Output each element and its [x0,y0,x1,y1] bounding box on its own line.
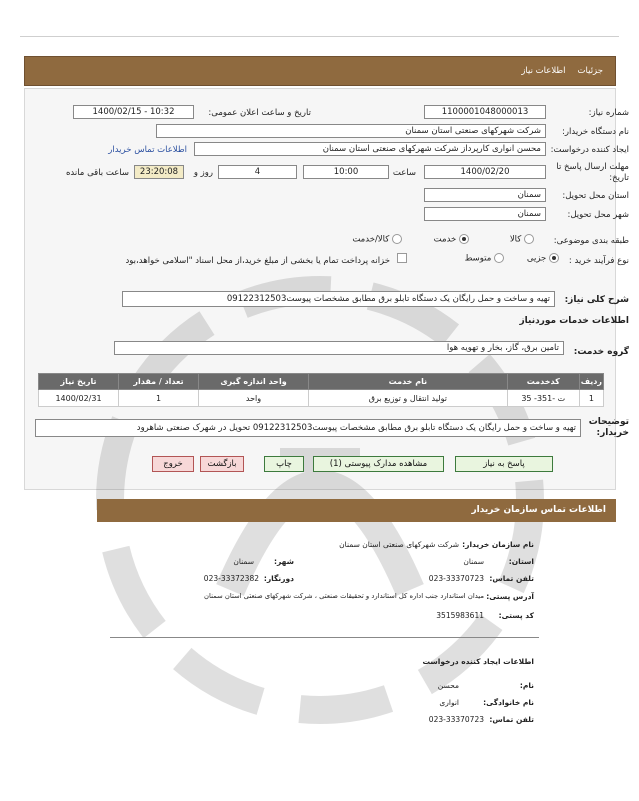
col-name: نام خدمت [309,374,508,390]
buyer-org-label: نام دستگاه خریدار: [562,127,629,137]
remaining-label: ساعت باقی مانده [65,168,129,178]
cell-date: 1400/02/31 [39,390,119,407]
city-label: شهر محل تحویل: [567,210,629,220]
requester-label: ایجاد کننده درخواست: [550,145,629,155]
creator-family-label: نام خانوادگی: [483,698,534,707]
radio-icon[interactable] [524,234,534,244]
cell-row: 1 [579,390,603,407]
deadline-time-label: ساعت [392,168,416,178]
radio-selected-icon[interactable] [459,234,469,244]
org-name-value: شرکت شهرکهای صنعتی استان سمنان [339,540,459,549]
category-goods-service-option[interactable]: کالا/خدمت [352,234,402,245]
creator-name-value: محسن [437,681,459,690]
payment-note: خزانه پرداخت تمام یا بخشی از مبلغ خرید،از محل اسناد "اسلامی خواهد،بود [125,256,390,266]
address-value: میدان استاندارد جنب اداره کل استاندارد و تحقیقات صنعتی ، شرکت شهرکهای صنعتی استان سمنان [204,592,484,600]
radio-icon[interactable] [494,253,504,263]
contact-province-value: سمنان [463,557,484,566]
province-label: استان محل تحویل: [562,191,629,201]
col-qty: تعداد / مقدار [119,374,199,390]
category-label: طبقه بندی موضوعی: [553,236,629,246]
need-number-label: شماره نیاز: [588,108,629,118]
tab-need-info[interactable]: اطلاعات نیاز [521,66,566,76]
contact-province-label: استان: [508,557,534,566]
top-divider [20,36,619,37]
creator-name-label: نام: [519,681,534,690]
org-name-label: نام سازمان خریدار: [462,540,534,549]
exit-button[interactable]: خروج [152,456,194,472]
radio-selected-icon[interactable] [549,253,559,263]
province-field: سمنان [424,188,546,202]
days-label: روز و [193,168,213,178]
service-group-field: تامین برق، گاز، بخار و تهویه هوا [114,341,564,355]
buyer-contact-link[interactable]: اطلاعات تماس خریدار [108,145,187,155]
contact-city-label: شهر: [274,557,294,566]
services-title: اطلاعات خدمات موردنیاز [519,316,629,326]
payment-checkbox[interactable] [397,253,407,264]
buyer-notes-label: توضیحات خریدار: [588,417,629,438]
deadline-time-field: 10:00 [303,165,389,179]
buyer-org-field: شرکت شهرکهای صنعتی استان سمنان [156,124,546,138]
tab-bar [24,56,616,86]
print-button[interactable]: چاپ [264,456,304,472]
contact-city-value: سمنان [233,557,254,566]
contact-section-title: اطلاعات تماس سازمان خریدار [97,499,616,522]
cell-code: ت -351- 35 [507,390,579,407]
deadline-label: مهلت ارسال پاسخ تا تاریخ: [556,162,629,183]
col-code: کدخدمت [507,374,579,390]
col-row: ردیف [579,374,603,390]
process-medium-option[interactable]: متوسط [465,253,504,264]
checkbox-icon[interactable] [397,253,407,263]
category-service-option[interactable]: خدمت [434,234,469,245]
process-label: نوع فرآیند خرید : [568,256,629,266]
contact-phone-label: تلفن تماس: [489,574,534,583]
tab-details[interactable]: جزئیات [577,66,603,76]
contact-phone-value: 023-33370723 [428,574,484,583]
creator-title: اطلاعات ایجاد کننده درخواست [422,657,534,666]
deadline-date-field: 1400/02/20 [424,165,546,179]
col-unit: واحد اندازه گیری [199,374,309,390]
services-table [38,373,604,407]
creator-phone-label: تلفن تماس: [489,715,534,724]
radio-icon[interactable] [392,234,402,244]
requester-field: محسن انواری کارپرداز شرکت شهرکهای صنعتی استان سمنان [194,142,546,156]
service-group-label: گروه خدمت: [573,347,629,357]
cell-unit: واحد [199,390,309,407]
announce-label: تاریخ و ساعت اعلان عمومی: [208,108,311,118]
creator-phone-value: 023-33370723 [428,715,484,724]
contact-fax-label: دورنگار: [263,574,294,583]
cell-qty: 1 [119,390,199,407]
reply-button[interactable]: پاسخ به نیاز [455,456,553,472]
table-row [39,390,604,407]
col-date: تاریخ نیاز [39,374,119,390]
postal-value: 3515983611 [436,611,484,620]
back-button[interactable]: بازگشت [200,456,244,472]
attachments-button[interactable]: مشاهده مدارک پیوستی (1) [313,456,444,472]
city-field: سمنان [424,207,546,221]
postal-label: کد پستی: [498,611,534,620]
table-header-row [39,374,604,390]
creator-family-value: انواری [439,698,459,707]
need-number-field: 1100001048000013 [424,105,546,119]
cell-name: تولید انتقال و توزیع برق [309,390,508,407]
days-field: 4 [218,165,297,179]
summary-label: شرح کلی نیاز: [564,295,629,305]
contact-fax-value: 023-33372382 [203,574,259,583]
buyer-notes-field: تهیه و ساخت و حمل رایگان یک دستگاه تابلو برق مطابق مشخصات پیوست09122312503 تحویل در شهرک صنعتی شاهرود [35,419,581,437]
section-divider [110,637,539,638]
category-goods-option[interactable]: کالا [510,234,534,245]
address-label: آدرس پستی: [486,592,534,601]
remaining-time-field: 23:20:08 [134,165,184,179]
summary-field: تهیه و ساخت و حمل رایگان یک دستگاه تابلو برق مطابق مشخصات پیوست09122312503 [122,291,555,307]
process-small-option[interactable]: جزیی [527,253,559,264]
announce-field: 1400/02/15 - 10:32 [73,105,194,119]
